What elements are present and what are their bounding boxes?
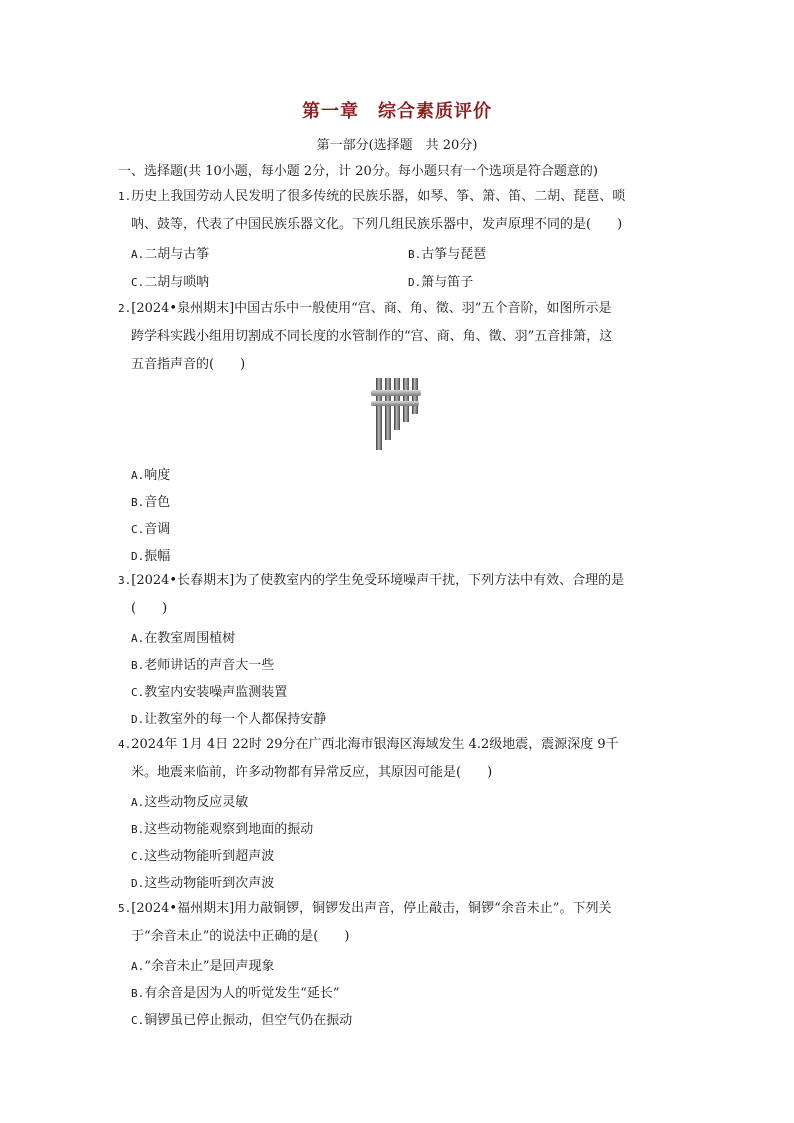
question-text-line: [2024•福州期末]用力敲铜锣，铜锣发出声音，停止敲击，铜锣“余音未止”。下列关 <box>131 901 612 916</box>
question-text-line: 2024年 1月 4日 22时 29分在广西北海市银海区海域发生 4.2级地震，震源深度 9千 <box>131 737 619 752</box>
question-text-line: 于“余音未止”的说法中正确的是( ) <box>131 929 350 944</box>
question-number: 3. <box>118 574 132 587</box>
option-b: B.音色 <box>131 495 171 510</box>
question-text-line: 米。地震来临前，许多动物都有异常反应，其原因可能是( ) <box>131 765 493 780</box>
option-b: B.古筝与琵琶 <box>408 247 487 262</box>
question-text-line: 呐、鼓等，代表了中国民族乐器文化。下列几组民族乐器中，发声原理不同的是( ) <box>131 217 623 232</box>
option-c: C.教室内安装噪声监测装置 <box>131 685 288 700</box>
question-text-line: 历史上我国劳动人民发明了很多传统的民族乐器，如琴、筝、箫、笛、二胡、琵琶、唢 <box>131 189 626 204</box>
section-heading: 一、选择题(共 10小题，每小题 2分，计 20分。每小题只有一个选项是符合题意的) <box>118 164 598 179</box>
question-number: 4. <box>118 738 132 751</box>
option-d: D.振幅 <box>131 549 171 564</box>
option-a: A.响度 <box>131 468 171 483</box>
option-c: C.二胡与唢呐 <box>131 275 210 290</box>
page-title: 第一章 综合素质评价 <box>302 101 492 122</box>
option-d: D.让教室外的每一个人都保持安静 <box>131 712 327 727</box>
question-text-line: [2024•长春期末]为了使教室内的学生免受环境噪声干扰，下列方法中有效、合理的是 <box>131 573 625 588</box>
option-c: C.铜锣虽已停止振动，但空气仍在振动 <box>131 1013 353 1028</box>
question-text-line: ( ) <box>131 601 168 616</box>
option-d: D.箫与笛子 <box>408 275 474 290</box>
panpipe-figure <box>366 374 424 452</box>
option-d: D.这些动物能听到次声波 <box>131 876 275 891</box>
question-text-line: [2024•泉州期末]中国古乐中一般使用“宫、商、角、徵、羽”五个音阶，如图所示是 <box>131 301 612 316</box>
option-c: C.音调 <box>131 522 171 537</box>
option-b: B.这些动物能观察到地面的振动 <box>131 822 314 837</box>
option-b: B.有余音是因为人的听觉发生“延长” <box>131 986 340 1001</box>
question-number: 2. <box>118 302 132 315</box>
option-a: A.“余音未止”是回声现象 <box>131 959 275 974</box>
option-c: C.这些动物能听到超声波 <box>131 849 275 864</box>
option-b: B.老师讲话的声音大一些 <box>131 658 275 673</box>
question-5 <box>118 895 678 951</box>
option-a: A.在教室周围植树 <box>131 631 236 646</box>
question-1 <box>118 183 678 239</box>
question-text-line: 五音指声音的( ) <box>131 357 246 372</box>
question-number: 1. <box>118 190 132 203</box>
question-number: 5. <box>118 902 132 915</box>
option-a: A.二胡与古筝 <box>131 247 210 262</box>
question-2 <box>118 295 678 379</box>
option-a: A.这些动物反应灵敏 <box>131 795 249 810</box>
part-subtitle: 第一部分(选择题 共 20分) <box>316 138 478 153</box>
question-text-line: 跨学科实践小组用切割成不同长度的水管制作的“宫、商、角、徵、羽”五音排箫，这 <box>131 329 613 344</box>
question-4 <box>118 731 678 787</box>
question-3 <box>118 567 678 623</box>
